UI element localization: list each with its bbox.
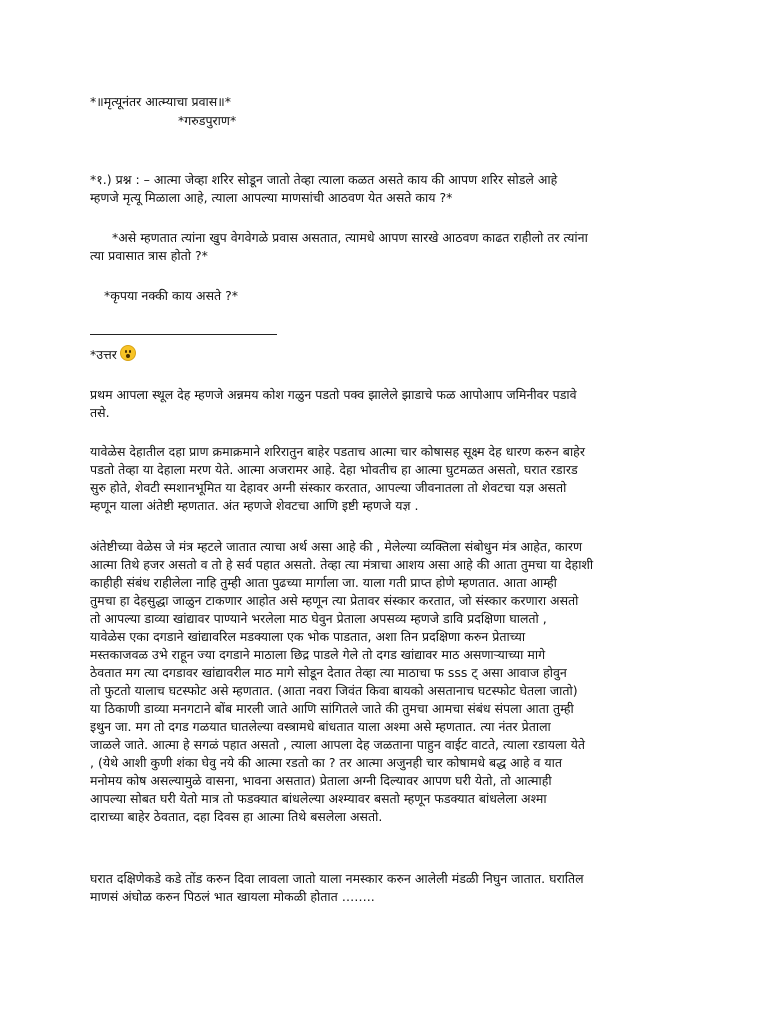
document-title: *॥मृत्यूनंतर आत्म्याचा प्रवास॥* xyxy=(90,94,231,109)
paragraph-line: आत्मा तिथे हजर असतो व तो हे सर्व पहात असतो. तेव्हा त्या मंत्राचा आशय असा आहे की आता तुमचा या देहाशी xyxy=(90,557,594,572)
astonished-face-emoji-icon xyxy=(120,345,136,361)
paragraph-line: यावेळेस एका दगडाने खांद्यावरिल मडक्याला एक भोक पाडतात, अशा तिन प्रदक्षिणा करुन प्रेताच्या xyxy=(90,629,526,644)
paragraph-line: काहीही संबंध राहीलेला नाहि तुम्ही आता पुढच्या मार्गाला जा. याला गती प्राप्त होणे म्हणतात. आता आम्ही xyxy=(90,575,557,590)
question-line: *१.) प्रश्न : – आत्मा जेव्हा शरिर सोडून जातो तेव्हा त्याला कळत असते काय की आपण शरिर सोडले आहे xyxy=(90,172,558,187)
paragraph-line: प्रथम आपला स्थूल देह म्हणजे अन्नमय कोश गळुन पडतो पक्व झालेले झाडाचे फळ आपोआप जमिनीवर पडावे xyxy=(90,387,577,402)
question2-line: *असे म्हणतात त्यांना खुप वेगवेगळे प्रवास असतात, त्यामधे आपण सारखे आठवण काढत राहीलो तर त्यांना xyxy=(112,230,588,245)
paragraph-line: ठेवतात मग त्या दगडावर खांद्यावरील माठ मागे सोडून देतात तेव्हा त्या माठाचा फ sss ट् असा आवाज होवुन xyxy=(90,665,567,680)
paragraph-line: या ठिकाणी डाव्या मनगटाने बोंब मारली जाते आणि सांगितले जाते की तुमचा आमचा संबंध संपला आता तुम्ही xyxy=(90,701,574,716)
paragraph-line: घरात दक्षिणेकडे कडे तोंड करुन दिवा लावला जातो याला नमस्कार करुन आलेली मंडळी निघुन जातात. घरातिल xyxy=(90,871,584,886)
paragraph-line: जाळले जाते. आत्मा हे सगळं पहात असतो , त्याला आपला देह जळताना पाहुन वाईट वाटते, त्याला रडायला येते xyxy=(90,737,586,752)
paragraph-line: तुमचा हा देहसुद्धा जाळुन टाकणार आहोत असे म्हणून त्या प्रेतावर संस्कार करतात, जो संस्कार करणारा असतो xyxy=(90,593,579,608)
separator-line xyxy=(90,334,277,335)
paragraph-line: दाराच्या बाहेर ठेवतात, दहा दिवस हा आत्मा तिथे बसलेला असतो. xyxy=(90,809,383,824)
paragraph-line: मस्तकाजवळ उभे राहून ज्या दगडाने माठाला छिद्र पाडले गेले तो दगड खांद्यावर माठ असणाऱ्याच्या मागे xyxy=(90,647,546,662)
paragraph-line: अंतेष्टीच्या वेळेस जे मंत्र म्हटले जातात त्याचा अर्थ असा आहे की , मेलेल्या व्यक्तिला संबोधुन मंत्र आहेत, कारण xyxy=(90,539,582,554)
paragraph-line: सुरु होते, शेवटी स्मशानभूमित या देहावर अग्नी संस्कार करतात, आपल्या जीवनातला तो शेवटचा यज्ञ असतो xyxy=(90,480,567,495)
question-line: म्हणजे मृत्यू मिळाला आहे, त्याला आपल्या माणसांची आठवण येत असते काय ?* xyxy=(90,190,453,205)
paragraph-line: पडतो तेव्हा या देहाला मरण येते. आत्मा अजरामर आहे. देहा भोवतीच हा आत्मा घुटमळत असतो, घरात रडारड xyxy=(90,462,578,477)
answer-label: *उत्तर xyxy=(90,347,117,362)
paragraph-line: म्हणून याला अंतेष्टी म्हणतात. अंत म्हणजे शेवटचा आणि इष्टी म्हणजे यज्ञ . xyxy=(90,498,419,513)
request-line: *कृपया नक्की काय असते ?* xyxy=(104,288,239,303)
paragraph-line: तसे. xyxy=(90,405,110,420)
paragraph-line: यावेळेस देहातील दहा प्राण क्रमाक्रमाने शरिरातुन बाहेर पडताच आत्मा चार कोषासह सूक्ष्म देह धारण करुन बाहेर xyxy=(90,444,585,459)
paragraph-line: आपल्या सोबत घरी येतो मात्र तो फडक्यात बांधलेल्या अश्म्यावर बसतो म्हणून फडक्यात बांधलेला अश्मा xyxy=(90,791,547,806)
paragraph-line: माणसं अंघोळ करुन पिठलं भात खायला मोकळी होतात …….. xyxy=(90,889,375,904)
document-subtitle: *गरुडपुराण* xyxy=(178,113,237,128)
paragraph-line: इथुन जा. मग तो दगड गळयात घातलेल्या वस्त्रामधे बांधतात याला अश्मा असे म्हणतात. त्या नंतर प्रेताला xyxy=(90,719,551,734)
answer-heading xyxy=(90,345,690,364)
paragraph-line: मनोमय कोष असल्यामुळे वासना, भावना असतात) प्रेताला अग्नी दिल्यावर आपण घरी येतो, तो आत्माही xyxy=(90,773,552,788)
paragraph-line: तो आपल्या डाव्या खांद्यावर पाण्याने भरलेला माठ घेवुन प्रेताला अपसव्य म्हणजे डावि प्रदक्षिणा घालतो , xyxy=(90,611,547,626)
paragraph-line: तो फुटतो यालाच घटस्फोट असे म्हणतात. (आता नवरा जिवंत किवा बायको असतानाच घटस्फोट घेतला जातो) xyxy=(90,683,578,698)
question2-line: त्या प्रवासात त्रास होतो ?* xyxy=(90,248,208,263)
paragraph-line: , (येथे आशी कुणी शंका घेवु नये की आत्मा रडतो का ? तर आत्मा अजुनही चार कोषामधे बद्ध आहे व यात xyxy=(90,755,563,770)
